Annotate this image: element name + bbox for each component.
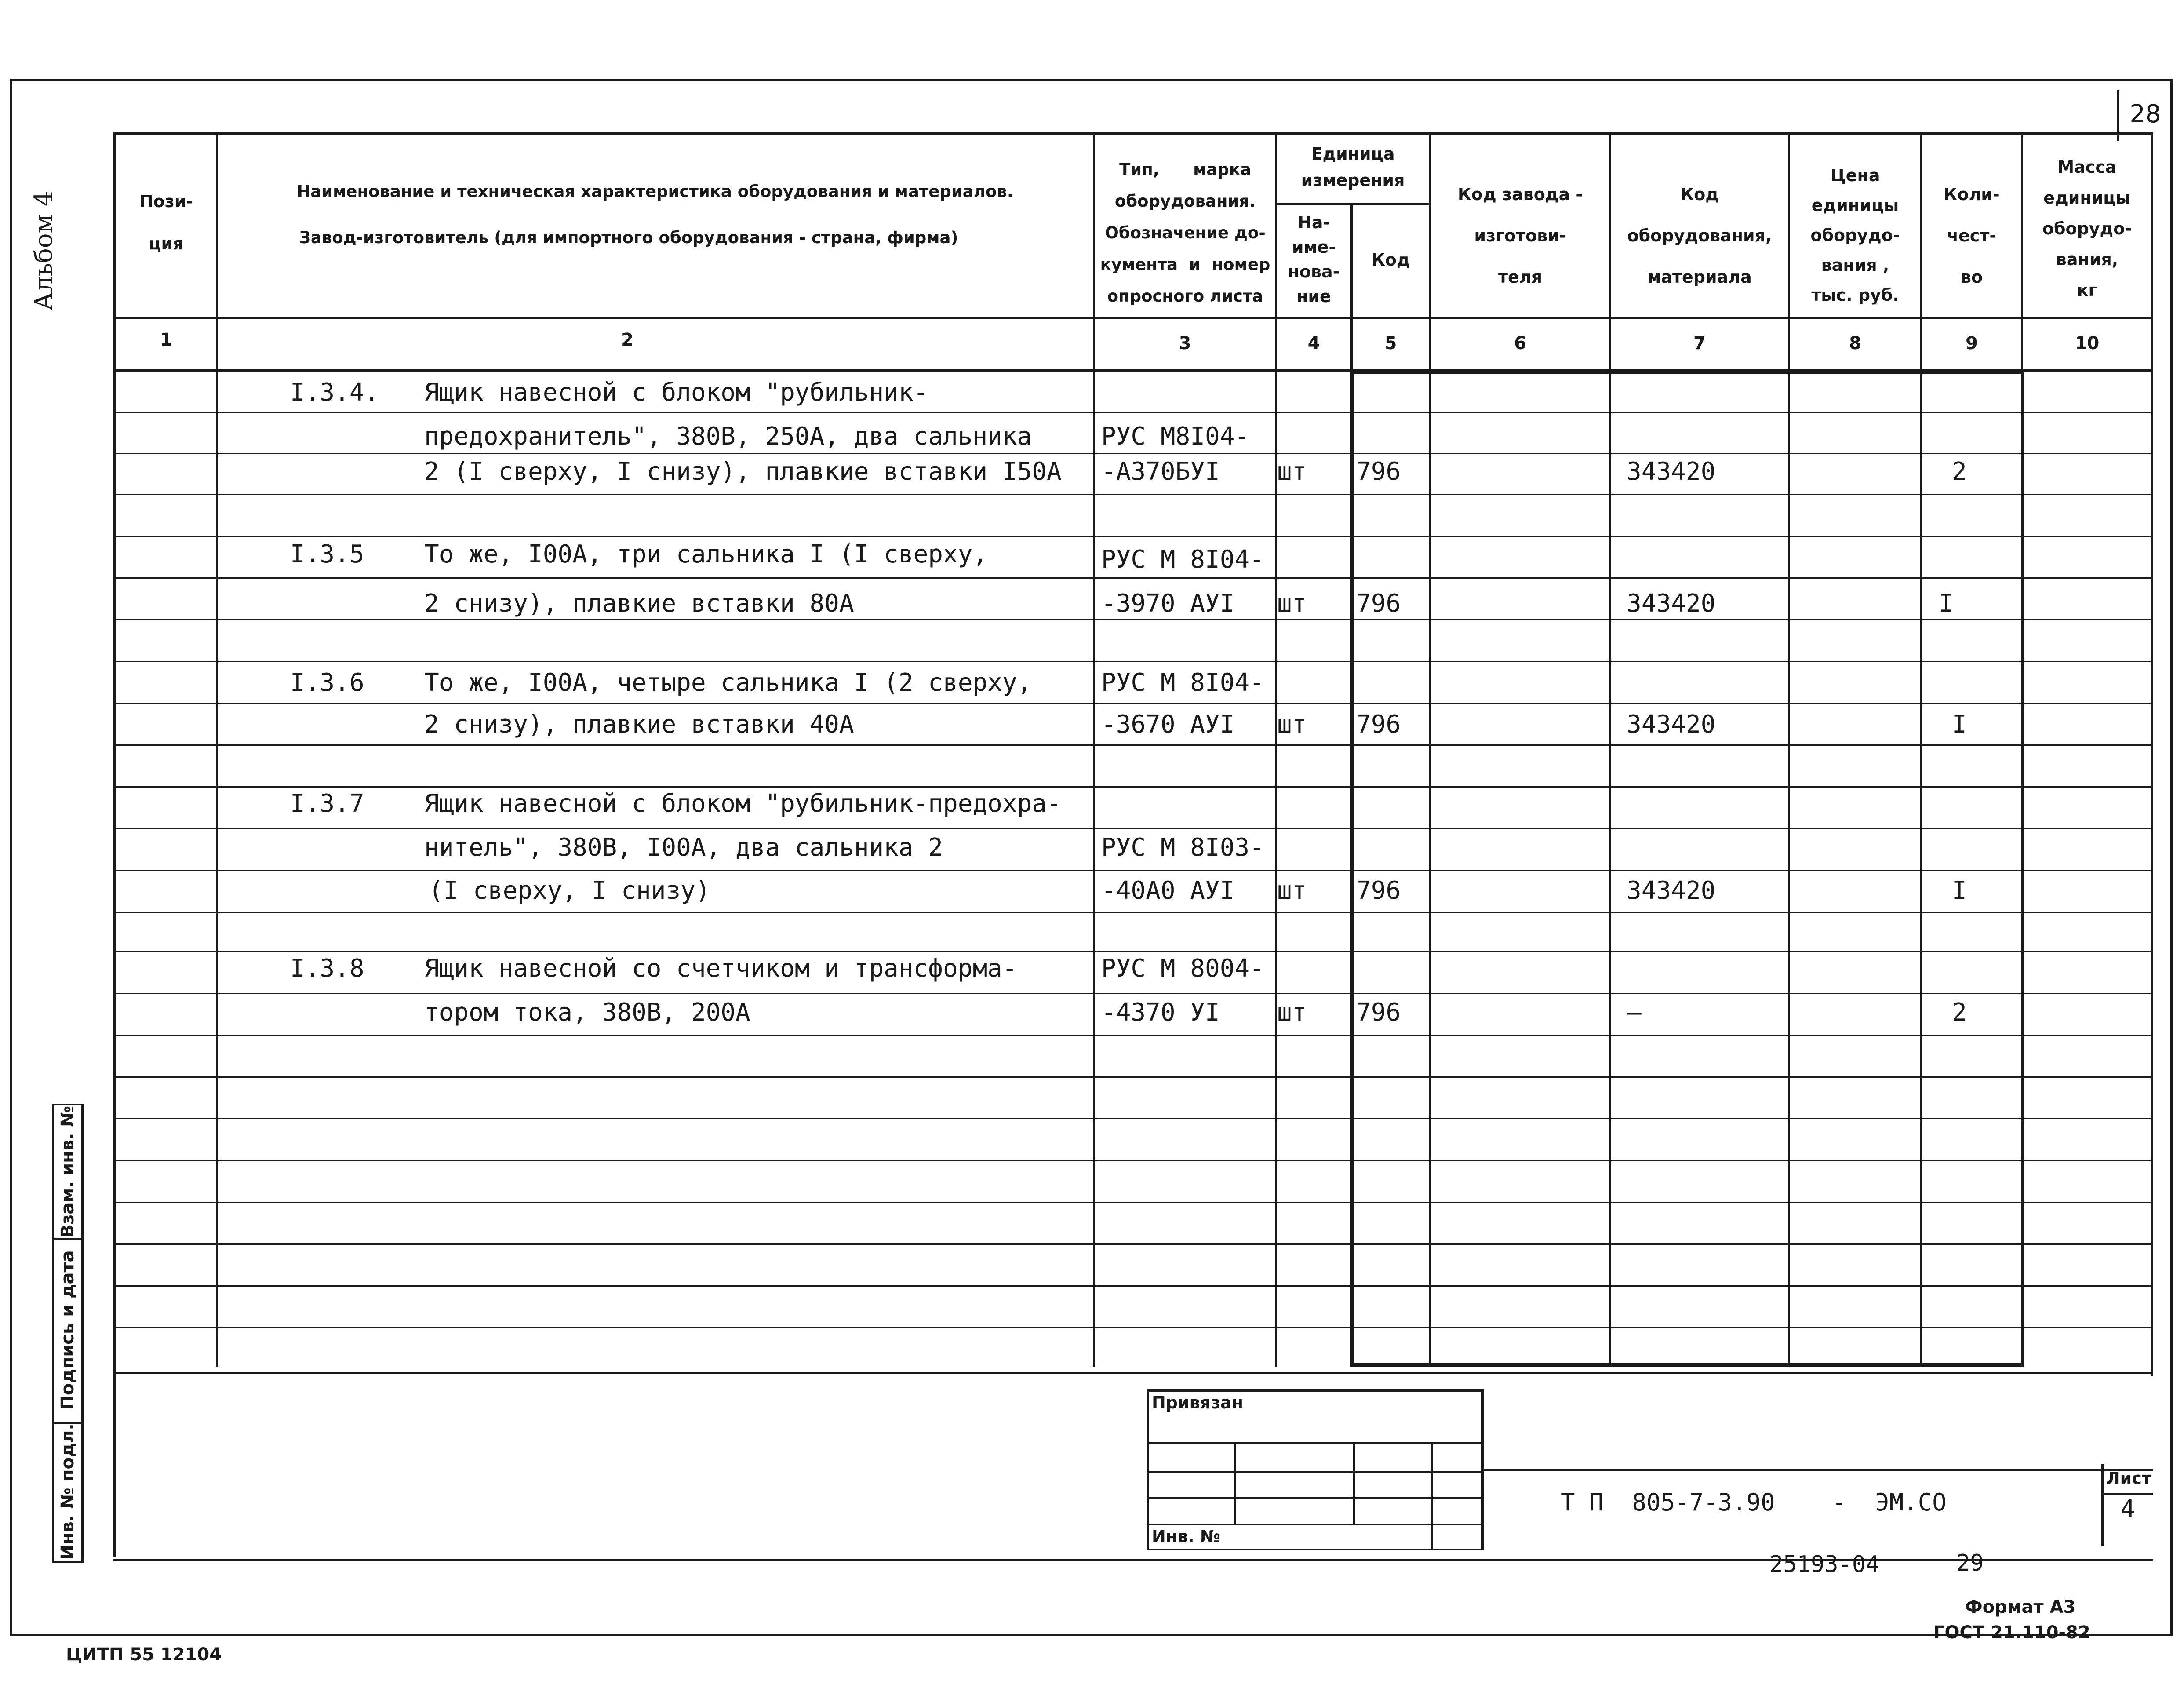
row-position: I.3.4. xyxy=(290,378,379,407)
frame-right xyxy=(2170,79,2173,1636)
row-equip-code: 343420 xyxy=(1627,589,1716,618)
header-unit-group: Единица измерения xyxy=(1301,144,1405,190)
row-type: -А370БУI xyxy=(1101,457,1220,486)
row-code: 796 xyxy=(1356,710,1401,739)
colnum-1: 1 xyxy=(160,330,172,350)
stamp-podpis: Подпись и дата xyxy=(58,1250,78,1410)
citp-label: ЦИТП 55 12104 xyxy=(66,1645,222,1665)
row-name: То же, I00А, четыре сальника I (2 сверху, xyxy=(424,668,1032,697)
row-name: Ящик навесной со счетчиком и трансформа- xyxy=(424,954,1017,983)
row-name: Ящик навесной с блоком "рубильник-предохра- xyxy=(424,789,1062,818)
inv-no-label: Инв. № xyxy=(1152,1527,1220,1546)
row-type: РУС М 8I04- xyxy=(1101,545,1264,574)
header-unit-name: На- име- нова- ние xyxy=(1288,213,1340,306)
row-equip-code: – xyxy=(1627,998,1642,1027)
colnum-8: 8 xyxy=(1849,333,1861,354)
colnum-4: 4 xyxy=(1307,333,1320,354)
row-type: РУС М 8I04- xyxy=(1101,668,1264,697)
row-position: I.3.7 xyxy=(290,789,364,818)
row-unit: шт xyxy=(1277,589,1307,618)
stamp-inv: Инв. № подл. xyxy=(58,1423,78,1560)
frame-top xyxy=(10,79,2173,81)
sheet-label: Лист xyxy=(2106,1469,2151,1488)
row-code: 796 xyxy=(1356,876,1401,905)
row-type: -40А0 АУI xyxy=(1101,876,1235,905)
row-name: То же, I00А, три сальника I (I сверху, xyxy=(424,540,988,569)
row-equip-code: 343420 xyxy=(1627,457,1716,486)
row-position: I.3.6 xyxy=(290,668,364,697)
row-unit: шт xyxy=(1277,457,1307,486)
header-name-line1: Наименование и техническая характеристика оборудования и материалов. xyxy=(297,182,1013,201)
header-plant-code: Код завода - изготови- теля xyxy=(1457,185,1583,287)
row-name: предохранитель", 380В, 250А, два сальника xyxy=(424,422,1032,451)
row-type: -4370 УI xyxy=(1101,998,1220,1027)
sheet-number: 4 xyxy=(2120,1495,2135,1524)
row-type: -3670 АУI xyxy=(1101,710,1235,739)
handwritten-page: 29 xyxy=(1956,1550,1984,1576)
row-unit: шт xyxy=(1277,998,1307,1027)
colnum-9: 9 xyxy=(1966,333,1978,354)
header-qty: Коли- чест- во xyxy=(1944,185,2000,287)
row-name: (I сверху, I снизу) xyxy=(429,876,710,905)
header-name-line2: Завод-изготовитель (для импортного оборудования - страна, фирма) xyxy=(299,228,958,247)
row-name: Ящик навесной с блоком "рубильник- xyxy=(424,378,928,407)
row-name: нитель", 380В, I00А, два сальника 2 xyxy=(424,833,943,862)
frame-bottom xyxy=(10,1634,2173,1636)
row-equip-code: 343420 xyxy=(1627,710,1716,739)
row-name: 2 снизу), плавкие вставки 80А xyxy=(424,589,854,618)
row-code: 796 xyxy=(1356,589,1401,618)
row-name: 2 снизу), плавкие вставки 40А xyxy=(424,710,854,739)
sheet-top-number: 28 xyxy=(2129,100,2161,128)
header-unit-code: Код xyxy=(1371,250,1410,270)
row-equip-code: 343420 xyxy=(1627,876,1716,905)
row-name: тором тока, 380В, 200А xyxy=(424,998,750,1027)
row-type: РУС М 8004- xyxy=(1101,954,1264,983)
row-type: -3970 АУI xyxy=(1101,589,1235,618)
row-position: I.3.8 xyxy=(290,954,364,983)
privyazan-label: Привязан xyxy=(1152,1393,1244,1412)
row-qty: I xyxy=(1952,710,1967,739)
colnum-5: 5 xyxy=(1384,333,1397,354)
row-unit: шт xyxy=(1277,876,1307,905)
header-price: Цена единицы оборудо- вания , тыс. руб. xyxy=(1810,166,1900,305)
row-code: 796 xyxy=(1356,998,1401,1027)
row-unit: шт xyxy=(1277,710,1307,739)
stamp-vzam: Взам. инв. № xyxy=(58,1105,78,1238)
header-mass: Масса единицы оборудо- вания, кг xyxy=(2042,157,2132,300)
colnum-3: 3 xyxy=(1179,333,1191,354)
header-position: Пози- ция xyxy=(139,192,193,253)
colnum-10: 10 xyxy=(2075,333,2100,354)
colnum-7: 7 xyxy=(1693,333,1706,354)
header-type: Тип, марка оборудования. Обозначение до- кумента и номер опросного листа xyxy=(1100,160,1270,306)
row-qty: 2 xyxy=(1952,457,1967,486)
frame-left xyxy=(10,79,12,1636)
row-type: РУС М8I04- xyxy=(1101,422,1250,451)
row-qty: I xyxy=(1952,876,1967,905)
header-equip-code: Код оборудования, материала xyxy=(1627,185,1772,287)
handwritten-ref: 25193-04 xyxy=(1769,1551,1880,1578)
row-qty: 2 xyxy=(1952,998,1967,1027)
colnum-6: 6 xyxy=(1514,333,1526,354)
row-qty: I xyxy=(1939,589,1954,618)
gost-label: ГОСТ 21.110-82 xyxy=(1933,1623,2090,1643)
format-label: Формат А3 xyxy=(1965,1597,2076,1617)
colnum-2: 2 xyxy=(621,330,633,350)
row-position: I.3.5 xyxy=(290,540,364,569)
document-code: Т П 805-7-3.90 - ЭМ.СО xyxy=(1561,1488,1947,1516)
album-label: Альбом 4 xyxy=(29,190,58,311)
row-name: 2 (I сверху, I снизу), плавкие вставки I50А xyxy=(424,457,1062,486)
row-type: РУС М 8I03- xyxy=(1101,833,1264,862)
row-code: 796 xyxy=(1356,457,1401,486)
